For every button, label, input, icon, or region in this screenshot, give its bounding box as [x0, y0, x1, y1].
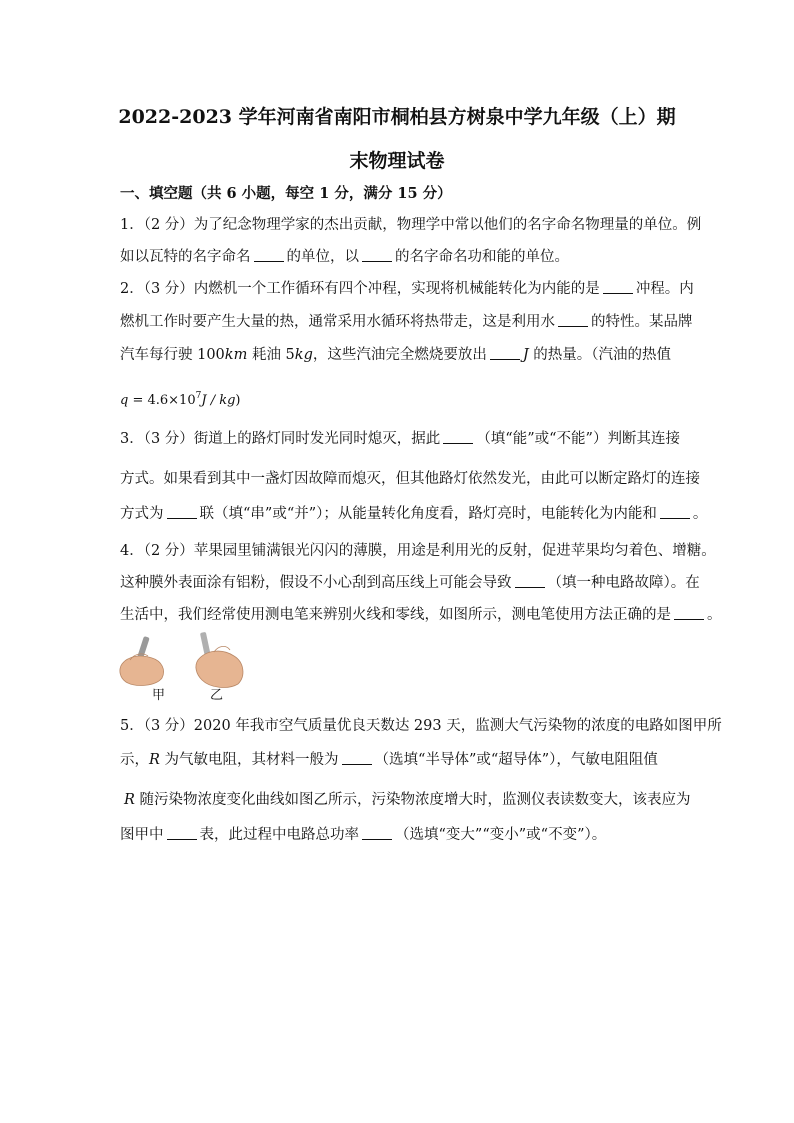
q5-line2	[120, 747, 680, 773]
symbol-r: R	[124, 792, 135, 808]
formula-paren: )	[235, 393, 241, 408]
q2-line1	[120, 276, 694, 302]
answer-blank	[362, 825, 392, 840]
q3-line1	[120, 426, 680, 452]
formula-value: = 4.6×10	[128, 393, 196, 408]
answer-blank	[515, 573, 545, 588]
answer-blank	[443, 429, 473, 444]
answer-blank	[167, 504, 197, 519]
q2-text: ，这些汽油完全燃烧要放出	[312, 347, 487, 363]
section-heading: 一、填空题（共 6 小题，每空 1 分，满分 15 分）	[120, 185, 452, 202]
q4-line2	[120, 570, 700, 596]
q5-text: 随污染物浓度变化曲线如图乙所示，污染物浓度增大时，监测仪表读数变大，该表应为	[134, 792, 691, 808]
figure-caption-yi: 乙	[210, 688, 224, 703]
q5-line4	[120, 822, 680, 848]
hand-yi-illustration	[196, 632, 243, 688]
answer-blank	[603, 279, 633, 294]
q3-text: （填“能”或“不能”）判断其连接	[476, 431, 680, 447]
answer-blank	[558, 312, 588, 327]
q2-text: 耗油 5	[247, 347, 295, 363]
figure-caption-jia: 甲	[152, 688, 166, 703]
answer-blank	[660, 504, 690, 519]
q1-text: 的名字命名功和能的单位。	[395, 249, 569, 265]
q4-text: 这种膜外表面涂有铝粉，假设不小心刮到高压线上可能会导致	[120, 575, 512, 591]
answer-blank	[490, 345, 520, 360]
q1-line2	[120, 244, 680, 270]
q3-text: 。	[692, 506, 708, 522]
q5-text: 表，此过程中电路总功率	[199, 827, 359, 843]
formula-unit: J / kg	[201, 393, 236, 408]
q2-text: 燃机工作时要产生大量的热，通常采用水循环将热带走，这是利用水	[120, 314, 555, 330]
q2-text: 2．（3 分）内燃机一个工作循环有四个冲程，实现将机械能转化为内能的是	[120, 281, 600, 297]
q5-text: 示，	[120, 752, 149, 768]
exam-title-line1: 2022-2023 学年河南省南阳市桐柏县方树泉中学九年级（上）期	[118, 106, 676, 128]
q3-text: 3．（3 分）街道上的路灯同时发光同时熄灭，据此	[120, 431, 441, 447]
q4-line1: 4．（2 分）苹果园里铺满银光闪闪的薄膜，用途是利用光的反射，促进苹果均匀着色、增糖。	[120, 543, 716, 559]
unit-kg: kg	[294, 347, 313, 363]
tester-pen-figure	[118, 630, 248, 705]
q5-text: （选填“半导体”或“超导体”），气敏电阻阻值	[374, 752, 658, 768]
q2-text: 冲程。内	[635, 281, 694, 297]
q2-text: 汽车每行驶 100	[120, 347, 225, 363]
exam-title-line2: 末物理试卷	[349, 150, 445, 172]
q2-line2	[120, 309, 693, 335]
q2-line3	[120, 342, 680, 368]
q4-text: （填一种电路故障）。在	[547, 575, 700, 591]
q4-text: 。	[707, 607, 722, 623]
q3-line3	[120, 501, 708, 527]
answer-blank	[674, 605, 704, 620]
q5-line1: 5．（3 分）2020 年我市空气质量优良天数达 293 天，监测大气污染物的浓度的电路如图甲所	[120, 718, 722, 734]
unit-km: km	[224, 347, 248, 363]
answer-blank	[342, 750, 372, 765]
q1-text: 如以瓦特的名字命名	[120, 249, 251, 265]
answer-blank	[167, 825, 197, 840]
unit-j: J	[522, 347, 529, 363]
answer-blank	[254, 247, 284, 262]
answer-blank	[362, 247, 392, 262]
q3-line2: 方式。如果看到其中一盏灯因故障而熄灭，但其他路灯依然发光，由此可以断定路灯的连接	[120, 471, 700, 487]
q4-text: 生活中，我们经常使用测电笔来辨别火线和零线，如图所示，测电笔使用方法正确的是	[120, 607, 671, 623]
formula-exponent: 7	[195, 391, 202, 401]
q5-text: （选填“变大”“变小”或“不变”）。	[395, 827, 607, 843]
q5-line3	[124, 787, 691, 813]
q5-text: 为气敏电阻，其材料一般为	[159, 752, 339, 768]
q3-text: 联（填“串”或“并”）；从能量转化角度看，路灯亮时，电能转化为内能和	[199, 506, 657, 522]
q4-line3	[120, 602, 722, 628]
tester-pen-illustration	[118, 630, 248, 690]
q5-text: 图甲中	[120, 827, 164, 843]
symbol-r: R	[149, 752, 160, 768]
hand-jia-illustration	[120, 636, 164, 685]
q1-line1: 1．（2 分）为了纪念物理学家的杰出贡献，物理学中常以他们的名字命名物理量的单位。例	[120, 217, 702, 233]
q1-text: 的单位，以	[286, 249, 359, 265]
q2-formula	[120, 383, 680, 414]
q2-text: 的热量。（汽油的热值	[528, 347, 672, 363]
q3-text: 方式为	[120, 506, 164, 522]
formula-symbol: q	[120, 393, 129, 408]
q2-text: 的特性。某品牌	[591, 314, 693, 330]
